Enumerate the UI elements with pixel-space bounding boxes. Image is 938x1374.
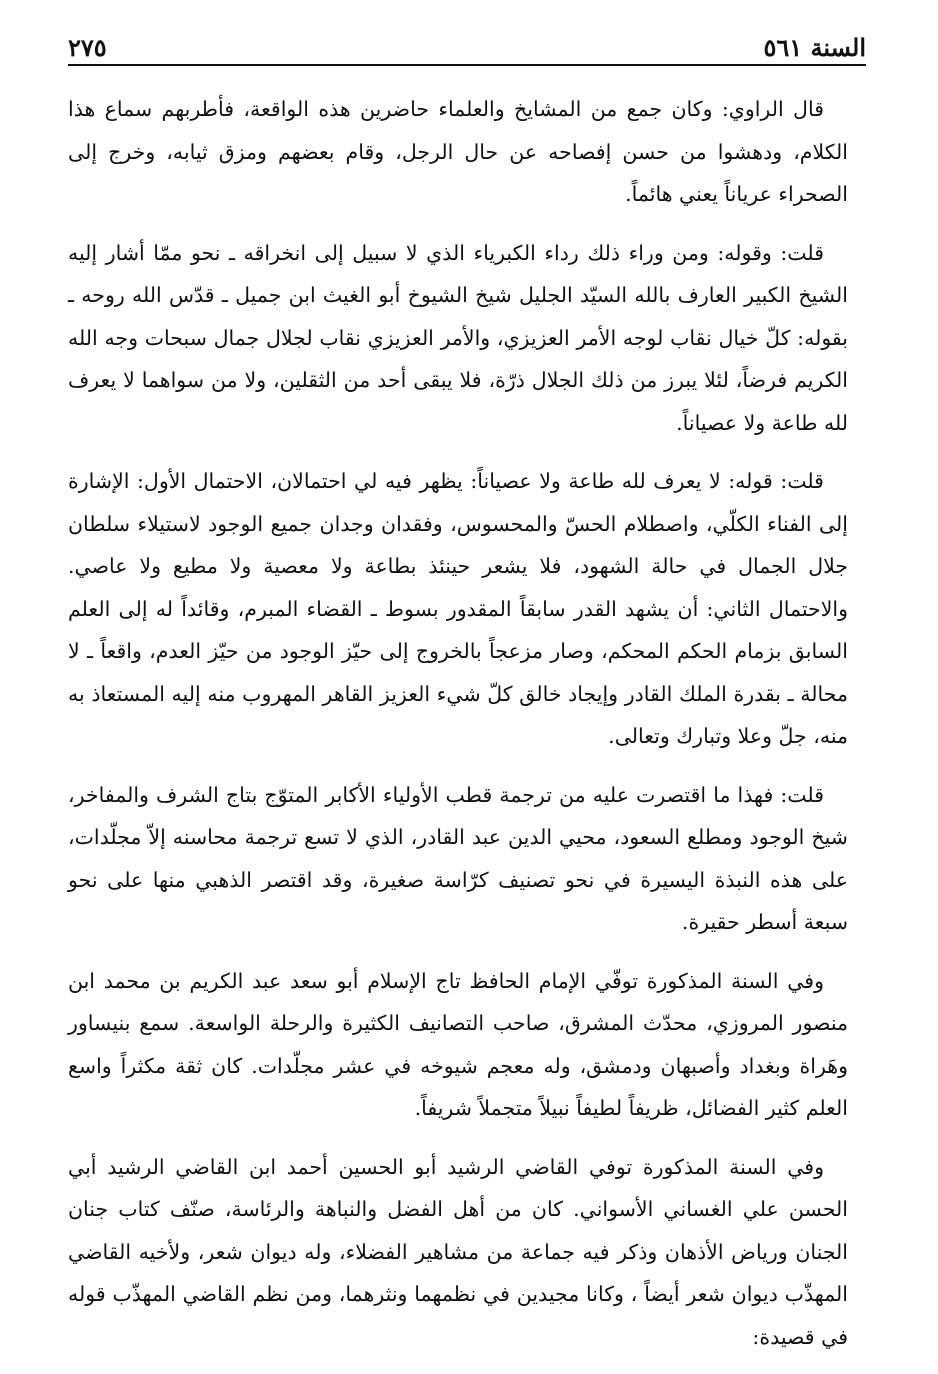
paragraph-commentary-two-possibilities: قلت: قوله: لا يعرف لله طاعة ولا عصياناً: يظهر فيه لي احتمالان، الاحتمال الأول: الإشارة إلى الفناء الكلّي، واصطلام الحسّ والمحسوس، وفقدان وجدان جميع الوجود لاستيلاء سلطان جلال الجمال في حالة الشهود، فلا يشعر حينئذ بطاعة ولا معصية ولا مطيع ولا عاصي. والاحتمال الثاني: أن يشهد القدر سابقاً المقدور بسوط ـ القضاء المبرم، وقائداً له إلى العلم السابق بزمام الحكم المحكم، وصار مزعجاً بالخروج إلى حيّز الوجود من حيّز العدم، واقعاً ـ لا محالة ـ بقدرة الملك القادر وإيجاد خالق كلّ شيء العزيز القاهر المهروب منه إليه المستعاذ به منه، جلّ وعلا وتبارك وتعالى. (68, 469, 848, 748)
paragraph-obituary-samani: وفي السنة المذكورة توفّي الإمام الحافظ تاج الإسلام أبو سعد عبد الكريم بن محمد ابن منصور المروزي، محدّث المشرق، صاحب التصانيف الكثيرة والرحلة الواسعة. سمع بنيساور وهَراة وبغداد وأصبهان ودمشق، وله معجم شيوخه في عشر مجلّدات. كان ثقة مكثراً واسع العلم كثير الفضائل، ظريفاً لطيفاً نبيلاً متجملاً شريفاً. (68, 968, 848, 1120)
running-head: السنة ٥٦١ (763, 33, 866, 62)
page-body (68, 88, 848, 1374)
page-header (68, 28, 866, 66)
paragraph-commentary-veil: قلت: وقوله: ومن وراء ذلك رداء الكبرياء الذي لا سبيل إلى انخراقه ـ نحو ممّا أشار إليه الشيخ الكبير العارف بالله السيّد الجليل شيخ الشيوخ أبو الغيث ابن جميل ـ قدّس الله روحه ـ بقوله: كلّ خيال نقاب لوجه الأمر العزيزي، والأمر العزيزي نقاب لجلال جمال سبحات وجه الله الكريم فرضاً، لئلا يبرز من ذلك الجلال ذرّة، فلا يبقى أحد من الثقلين، ولا من سواهما لا يعرف لله طاعة ولا عصياناً. (68, 240, 848, 435)
paragraph-obituary-aswani: وفي السنة المذكورة توفي القاضي الرشيد أبو الحسين أحمد ابن القاضي الرشيد أبي الحسن علي الغساني الأسواني. كان من أهل الفضل والنباهة والرئاسة، صنّف كتاب جنان الجنان ورياض الأذهان وذكر فيه جماعة من مشاهير الفضلاء، وله ديوان شعر، ولأخيه القاضي المهذّب ديوان شعر أيضاً ، وكانا مجيدين في نظمهما ونثرهما، ومن نظم القاضي المهذّب قوله في قصيدة: (68, 1154, 848, 1349)
page-number: ٢٧٥ (68, 33, 107, 62)
paragraph-biography-conclusion: قلت: فهذا ما اقتصرت عليه من ترجمة قطب الأولياء الأكابر المتوّج بتاج الشرف والمفاخر، شيخ الوجود ومطلع السعود، محيي الدين عبد القادر، الذي لا تسع ترجمة محاسنه إلاّ مجلّدات، على هذه النبذة اليسيرة في نحو تصنيف كرّاسة صغيرة، وقد اقتصر الذهبي منها على نحو سبعة أسطر حقيرة. (68, 782, 848, 934)
paragraph-narrator: قال الراوي: وكان جمع من المشايخ والعلماء حاضرين هذه الواقعة، فأطربهم سماع هذا الكلام، ودهشوا من حسن إفصاحه عن حال الرجل، وقام بعضهم ومزق ثيابه، وخرج إلى الصحراء عرياناً يعني هائماً. (68, 97, 848, 206)
